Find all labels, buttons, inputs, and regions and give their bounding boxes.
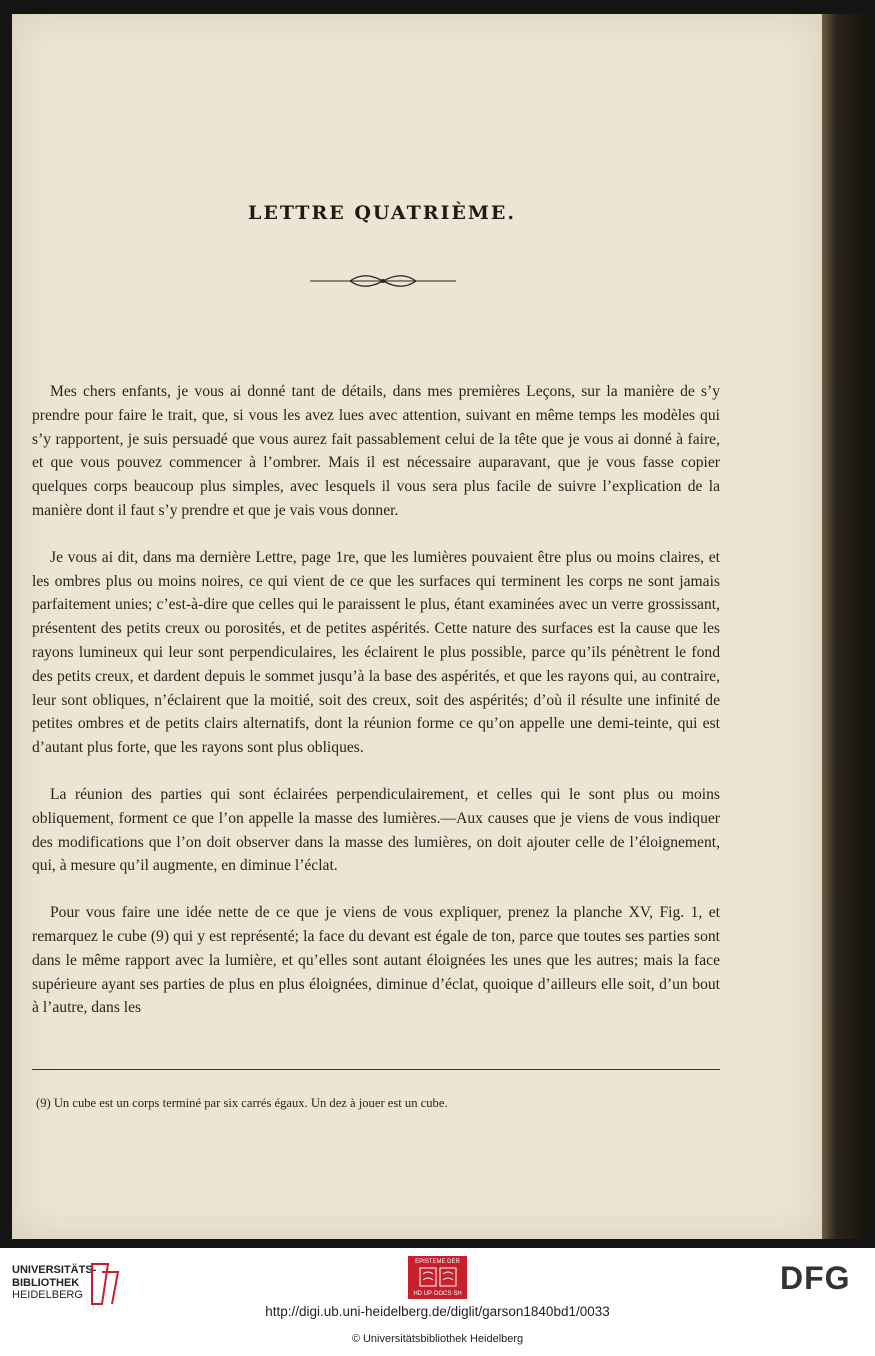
body-text — [32, 380, 720, 1043]
paragraph: Mes chers enfants, je vous ai donné tant de détails, dans mes premières Leçons, sur la manière de s’y prendre pour faire le trait, que, si vous les avez lues avec attention, suivant en même temps les modèles qui s’y rapportent, je suis persuadé que vous aurez fait passablement celui de la tête que je vous ai donné à faire, et que vous pouvez commencer à l’ombrer. Mais il est nécessaire auparavant, que je vous fasse copier quelques corps beaucoup plus simples, avec lesquels il vous sera plus facile de suivre l’explication de la manière dont il faut s’y prendre et que je vais vous donner. — [32, 383, 720, 519]
copyright-notice: © Universitätsbibliothek Heidelberg — [351, 1333, 524, 1345]
center-logo-text: HD UP·DOCS·SH — [413, 1291, 462, 1297]
library-name-line: UNIVERSITÄTS- — [12, 1264, 97, 1276]
footnote-divider — [32, 1069, 720, 1070]
footnote: (9) Un cube est un corps terminé par six carrés égaux. Un dez à jouer est un cube. — [36, 1096, 448, 1110]
library-name-line: BIBLIOTHEK — [12, 1276, 80, 1289]
library-name-line: HEIDELBERG — [12, 1289, 83, 1301]
permalink-url[interactable]: http://digi.ub.uni-heidelberg.de/diglit/garson1840bd1/0033 — [265, 1304, 610, 1319]
ornament-divider — [310, 274, 456, 288]
book-page — [12, 14, 822, 1239]
library-mark-icon — [88, 1262, 122, 1306]
paragraph: Je vous ai dit, dans ma dernière Lettre, page 1re, que les lumières pouvaient être plus ou moins claires, et les ombres plus ou moins noires, ce qui vient de ce que les surfaces qui terminent les corps ne sont jamais parfaitement unies; c’est-à-dire que celles qui le paraissent le plus, étant examinées avec un verre grossissant, présentent des petits creux ou porosités, et de petites aspérités. Cette nature des surfaces est la cause que les rayons lumineux qui leur sont perpendiculaires, les éclairent le plus possible, parce qu’ils pénètrent le fond des petits creux, et dardent depuis le sommet jusqu’à la base des aspérités, et que les rayons qui, au contraire, leur sont obliques, n’éclairent que la moitié, soit des creux, soit des aspérités; d’où il résulte une infinité de petites ombres et de petits clairs alternatifs, dont la réunion forme ce qu’on appelle une demi-teinte, qui est d’autant plus forte, que les rayons sont plus obliques. — [32, 548, 720, 757]
manuscript-icon — [418, 1266, 458, 1288]
viewer-footer — [0, 1248, 875, 1356]
paragraph: Pour vous faire une idée nette de ce que je viens de vous expliquer, prenez la planche XV, Fig. 1, et remarquez le cube (9) qui y est représenté; la face du devant est égale de ton, parce que toutes ses parties sont dans le même rapport avec la lumière, et qu’elles sont autant éloignées les unes que les autres; mais la face supérieure ayant ses parties de plus en plus éloignées, diminue d’éclat, quoique d’ailleurs elle soit, d’un bout à l’autre, dans les — [32, 904, 720, 1017]
center-logo[interactable] — [408, 1256, 467, 1299]
chapter-title: LETTRE QUATRIÈME. — [248, 202, 516, 224]
page-edge-shadow — [822, 14, 870, 1239]
dfg-logo[interactable]: DFG — [780, 1260, 851, 1296]
paragraph: La réunion des parties qui sont éclairées perpendiculairement, et celles qui le sont plus ou moins obliquement, forment ce que l’on appelle la masse des lumières.—Aux causes que je viens de vous indiquer des modifications que l’on doit observer dans la masse des lumières, on doit ajouter celle de l’éloignement, qui, à mesure qu’il augmente, en diminue l’éclat. — [32, 785, 720, 875]
center-logo-text: EPISTEME DER — [415, 1259, 460, 1265]
